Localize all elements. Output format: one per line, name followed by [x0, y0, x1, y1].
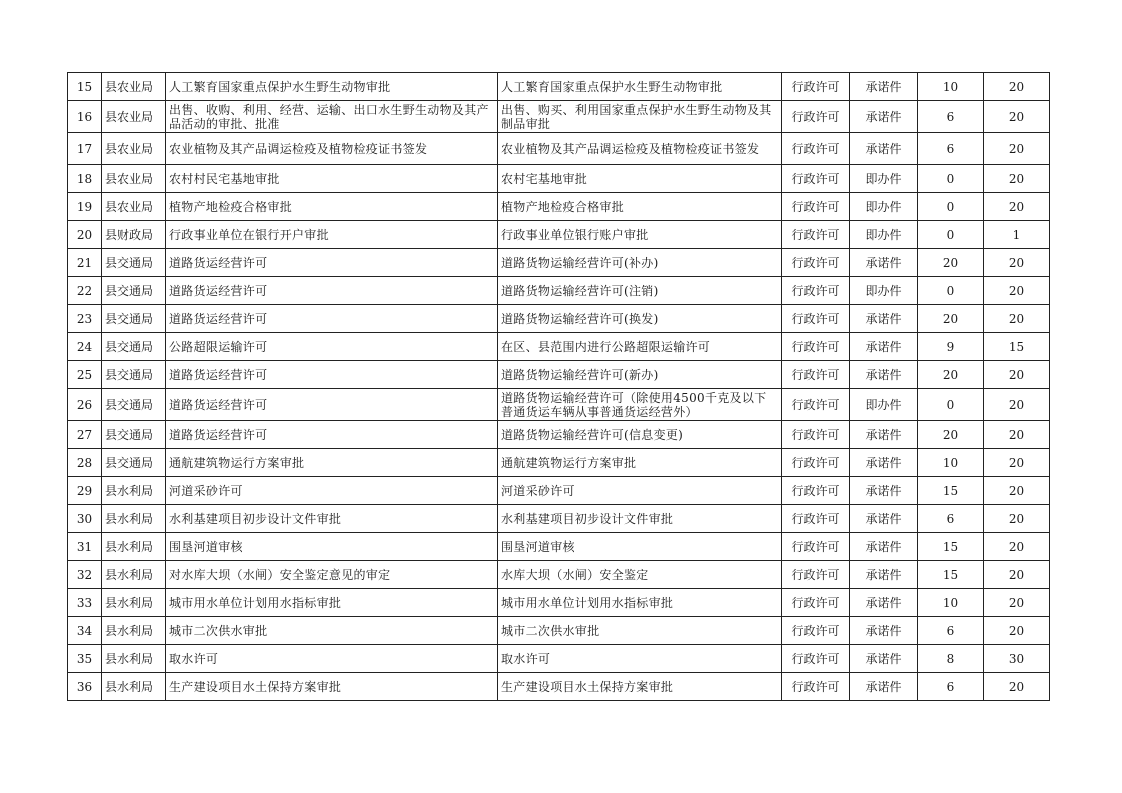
- department-cell: 县农业局: [102, 101, 166, 133]
- processing-category-cell: 承诺件: [850, 73, 918, 101]
- sub-item-cell: 围垦河道审核: [498, 533, 782, 561]
- processing-category-cell: 承诺件: [850, 645, 918, 673]
- processing-category-cell: 承诺件: [850, 101, 918, 133]
- item-type-cell: 行政许可: [782, 101, 850, 133]
- processing-category-cell: 承诺件: [850, 249, 918, 277]
- table-row: [68, 221, 1050, 249]
- legal-days-cell: 20: [984, 193, 1050, 221]
- legal-days-cell: 15: [984, 333, 1050, 361]
- item-type-cell: 行政许可: [782, 533, 850, 561]
- approval-item-cell: 人工繁育国家重点保护水生野生动物审批: [166, 73, 498, 101]
- approval-item-cell: 公路超限运输许可: [166, 333, 498, 361]
- approval-item-cell: 植物产地检疫合格审批: [166, 193, 498, 221]
- row-number: 31: [68, 533, 102, 561]
- department-cell: 县农业局: [102, 133, 166, 165]
- approval-item-cell: 道路货运经营许可: [166, 249, 498, 277]
- approval-item-cell: 道路货运经营许可: [166, 277, 498, 305]
- promised-days-cell: 8: [918, 645, 984, 673]
- approval-item-cell: 水利基建项目初步设计文件审批: [166, 505, 498, 533]
- legal-days-cell: 20: [984, 673, 1050, 701]
- row-number: 26: [68, 389, 102, 421]
- processing-category-cell: 承诺件: [850, 421, 918, 449]
- item-type-cell: 行政许可: [782, 645, 850, 673]
- item-type-cell: 行政许可: [782, 477, 850, 505]
- item-type-cell: 行政许可: [782, 73, 850, 101]
- table-row: [68, 505, 1050, 533]
- promised-days-cell: 20: [918, 305, 984, 333]
- promised-days-cell: 6: [918, 617, 984, 645]
- sub-item-cell: 道路货物运输经营许可(补办): [498, 249, 782, 277]
- item-type-cell: 行政许可: [782, 277, 850, 305]
- row-number: 35: [68, 645, 102, 673]
- row-number: 29: [68, 477, 102, 505]
- approval-item-cell: 城市二次供水审批: [166, 617, 498, 645]
- row-number: 28: [68, 449, 102, 477]
- sub-item-cell: 出售、购买、利用国家重点保护水生野生动物及其制品审批: [498, 101, 782, 133]
- item-type-cell: 行政许可: [782, 617, 850, 645]
- sub-item-cell: 道路货物运输经营许可(注销): [498, 277, 782, 305]
- legal-days-cell: 20: [984, 505, 1050, 533]
- promised-days-cell: 6: [918, 505, 984, 533]
- legal-days-cell: 20: [984, 561, 1050, 589]
- promised-days-cell: 10: [918, 449, 984, 477]
- item-type-cell: 行政许可: [782, 333, 850, 361]
- row-number: 16: [68, 101, 102, 133]
- promised-days-cell: 15: [918, 533, 984, 561]
- department-cell: 县交通局: [102, 333, 166, 361]
- processing-category-cell: 承诺件: [850, 505, 918, 533]
- item-type-cell: 行政许可: [782, 561, 850, 589]
- legal-days-cell: 20: [984, 165, 1050, 193]
- processing-category-cell: 承诺件: [850, 133, 918, 165]
- processing-category-cell: 承诺件: [850, 533, 918, 561]
- sub-item-cell: 人工繁育国家重点保护水生野生动物审批: [498, 73, 782, 101]
- department-cell: 县农业局: [102, 193, 166, 221]
- legal-days-cell: 20: [984, 477, 1050, 505]
- promised-days-cell: 10: [918, 589, 984, 617]
- row-number: 17: [68, 133, 102, 165]
- item-type-cell: 行政许可: [782, 421, 850, 449]
- approval-item-cell: 围垦河道审核: [166, 533, 498, 561]
- sub-item-cell: 城市二次供水审批: [498, 617, 782, 645]
- promised-days-cell: 0: [918, 389, 984, 421]
- department-cell: 县农业局: [102, 165, 166, 193]
- legal-days-cell: 20: [984, 533, 1050, 561]
- processing-category-cell: 即办件: [850, 389, 918, 421]
- legal-days-cell: 20: [984, 101, 1050, 133]
- promised-days-cell: 0: [918, 277, 984, 305]
- promised-days-cell: 15: [918, 477, 984, 505]
- sub-item-cell: 道路货物运输经营许可(换发): [498, 305, 782, 333]
- promised-days-cell: 15: [918, 561, 984, 589]
- processing-category-cell: 承诺件: [850, 333, 918, 361]
- department-cell: 县交通局: [102, 449, 166, 477]
- approval-item-cell: 出售、收购、利用、经营、运输、出口水生野生动物及其产品活动的审批、批准: [166, 101, 498, 133]
- row-number: 23: [68, 305, 102, 333]
- table-row: [68, 477, 1050, 505]
- table-row: [68, 673, 1050, 701]
- sub-item-cell: 道路货物运输经营许可(新办): [498, 361, 782, 389]
- item-type-cell: 行政许可: [782, 133, 850, 165]
- table-row: [68, 249, 1050, 277]
- sub-item-cell: 水库大坝（水闸）安全鉴定: [498, 561, 782, 589]
- approval-item-cell: 道路货运经营许可: [166, 361, 498, 389]
- processing-category-cell: 承诺件: [850, 361, 918, 389]
- table-row: [68, 333, 1050, 361]
- row-number: 19: [68, 193, 102, 221]
- table-row: [68, 193, 1050, 221]
- legal-days-cell: 20: [984, 617, 1050, 645]
- approval-item-cell: 行政事业单位在银行开户审批: [166, 221, 498, 249]
- promised-days-cell: 9: [918, 333, 984, 361]
- item-type-cell: 行政许可: [782, 389, 850, 421]
- approval-item-cell: 农村村民宅基地审批: [166, 165, 498, 193]
- legal-days-cell: 20: [984, 305, 1050, 333]
- approval-item-cell: 道路货运经营许可: [166, 305, 498, 333]
- sub-item-cell: 植物产地检疫合格审批: [498, 193, 782, 221]
- table-body: [68, 73, 1050, 701]
- row-number: 30: [68, 505, 102, 533]
- promised-days-cell: 6: [918, 101, 984, 133]
- sub-item-cell: 道路货物运输经营许可(信息变更): [498, 421, 782, 449]
- table-row: [68, 277, 1050, 305]
- legal-days-cell: 20: [984, 421, 1050, 449]
- table-row: [68, 361, 1050, 389]
- approval-item-cell: 农业植物及其产品调运检疫及植物检疫证书签发: [166, 133, 498, 165]
- processing-category-cell: 即办件: [850, 165, 918, 193]
- department-cell: 县交通局: [102, 249, 166, 277]
- table-row: [68, 533, 1050, 561]
- sub-item-cell: 行政事业单位银行账户审批: [498, 221, 782, 249]
- item-type-cell: 行政许可: [782, 193, 850, 221]
- row-number: 22: [68, 277, 102, 305]
- legal-days-cell: 1: [984, 221, 1050, 249]
- department-cell: 县交通局: [102, 361, 166, 389]
- item-type-cell: 行政许可: [782, 589, 850, 617]
- table-row: [68, 305, 1050, 333]
- approval-item-cell: 道路货运经营许可: [166, 421, 498, 449]
- sub-item-cell: 取水许可: [498, 645, 782, 673]
- item-type-cell: 行政许可: [782, 221, 850, 249]
- row-number: 15: [68, 73, 102, 101]
- row-number: 21: [68, 249, 102, 277]
- department-cell: 县交通局: [102, 277, 166, 305]
- processing-category-cell: 即办件: [850, 277, 918, 305]
- processing-category-cell: 即办件: [850, 193, 918, 221]
- department-cell: 县水利局: [102, 589, 166, 617]
- department-cell: 县水利局: [102, 645, 166, 673]
- department-cell: 县水利局: [102, 617, 166, 645]
- department-cell: 县水利局: [102, 533, 166, 561]
- table-row: [68, 589, 1050, 617]
- promised-days-cell: 6: [918, 133, 984, 165]
- legal-days-cell: 30: [984, 645, 1050, 673]
- item-type-cell: 行政许可: [782, 249, 850, 277]
- approval-item-cell: 对水库大坝（水闸）安全鉴定意见的审定: [166, 561, 498, 589]
- promised-days-cell: 0: [918, 165, 984, 193]
- table-row: [68, 617, 1050, 645]
- promised-days-cell: 20: [918, 249, 984, 277]
- item-type-cell: 行政许可: [782, 449, 850, 477]
- sub-item-cell: 水利基建项目初步设计文件审批: [498, 505, 782, 533]
- promised-days-cell: 20: [918, 361, 984, 389]
- sub-item-cell: 农村宅基地审批: [498, 165, 782, 193]
- department-cell: 县交通局: [102, 305, 166, 333]
- legal-days-cell: 20: [984, 277, 1050, 305]
- row-number: 33: [68, 589, 102, 617]
- approval-items-table: [67, 72, 1050, 701]
- department-cell: 县农业局: [102, 73, 166, 101]
- sub-item-cell: 河道采砂许可: [498, 477, 782, 505]
- sub-item-cell: 城市用水单位计划用水指标审批: [498, 589, 782, 617]
- approval-item-cell: 道路货运经营许可: [166, 389, 498, 421]
- item-type-cell: 行政许可: [782, 361, 850, 389]
- table-row: [68, 101, 1050, 133]
- promised-days-cell: 0: [918, 193, 984, 221]
- processing-category-cell: 即办件: [850, 221, 918, 249]
- sub-item-cell: 道路货物运输经营许可（除使用4500千克及以下普通货运车辆从事普通货运经营外）: [498, 389, 782, 421]
- department-cell: 县水利局: [102, 505, 166, 533]
- department-cell: 县财政局: [102, 221, 166, 249]
- processing-category-cell: 承诺件: [850, 617, 918, 645]
- promised-days-cell: 6: [918, 673, 984, 701]
- processing-category-cell: 承诺件: [850, 561, 918, 589]
- row-number: 24: [68, 333, 102, 361]
- item-type-cell: 行政许可: [782, 673, 850, 701]
- approval-item-cell: 生产建设项目水土保持方案审批: [166, 673, 498, 701]
- table-row: [68, 389, 1050, 421]
- legal-days-cell: 20: [984, 249, 1050, 277]
- legal-days-cell: 20: [984, 73, 1050, 101]
- department-cell: 县交通局: [102, 389, 166, 421]
- row-number: 25: [68, 361, 102, 389]
- table-row: [68, 561, 1050, 589]
- table-row: [68, 449, 1050, 477]
- promised-days-cell: 20: [918, 421, 984, 449]
- row-number: 18: [68, 165, 102, 193]
- legal-days-cell: 20: [984, 389, 1050, 421]
- table-row: [68, 645, 1050, 673]
- processing-category-cell: 承诺件: [850, 305, 918, 333]
- department-cell: 县水利局: [102, 561, 166, 589]
- approval-item-cell: 河道采砂许可: [166, 477, 498, 505]
- sub-item-cell: 农业植物及其产品调运检疫及植物检疫证书签发: [498, 133, 782, 165]
- sub-item-cell: 生产建设项目水土保持方案审批: [498, 673, 782, 701]
- item-type-cell: 行政许可: [782, 165, 850, 193]
- sub-item-cell: 通航建筑物运行方案审批: [498, 449, 782, 477]
- department-cell: 县水利局: [102, 673, 166, 701]
- legal-days-cell: 20: [984, 133, 1050, 165]
- legal-days-cell: 20: [984, 449, 1050, 477]
- row-number: 27: [68, 421, 102, 449]
- row-number: 36: [68, 673, 102, 701]
- promised-days-cell: 10: [918, 73, 984, 101]
- legal-days-cell: 20: [984, 589, 1050, 617]
- row-number: 32: [68, 561, 102, 589]
- table-row: [68, 73, 1050, 101]
- processing-category-cell: 承诺件: [850, 477, 918, 505]
- processing-category-cell: 承诺件: [850, 589, 918, 617]
- department-cell: 县交通局: [102, 421, 166, 449]
- item-type-cell: 行政许可: [782, 505, 850, 533]
- promised-days-cell: 0: [918, 221, 984, 249]
- processing-category-cell: 承诺件: [850, 673, 918, 701]
- table-row: [68, 421, 1050, 449]
- department-cell: 县水利局: [102, 477, 166, 505]
- item-type-cell: 行政许可: [782, 305, 850, 333]
- table-row: [68, 165, 1050, 193]
- row-number: 34: [68, 617, 102, 645]
- sub-item-cell: 在区、县范围内进行公路超限运输许可: [498, 333, 782, 361]
- approval-item-cell: 城市用水单位计划用水指标审批: [166, 589, 498, 617]
- processing-category-cell: 承诺件: [850, 449, 918, 477]
- row-number: 20: [68, 221, 102, 249]
- legal-days-cell: 20: [984, 361, 1050, 389]
- approval-item-cell: 取水许可: [166, 645, 498, 673]
- approval-item-cell: 通航建筑物运行方案审批: [166, 449, 498, 477]
- table-row: [68, 133, 1050, 165]
